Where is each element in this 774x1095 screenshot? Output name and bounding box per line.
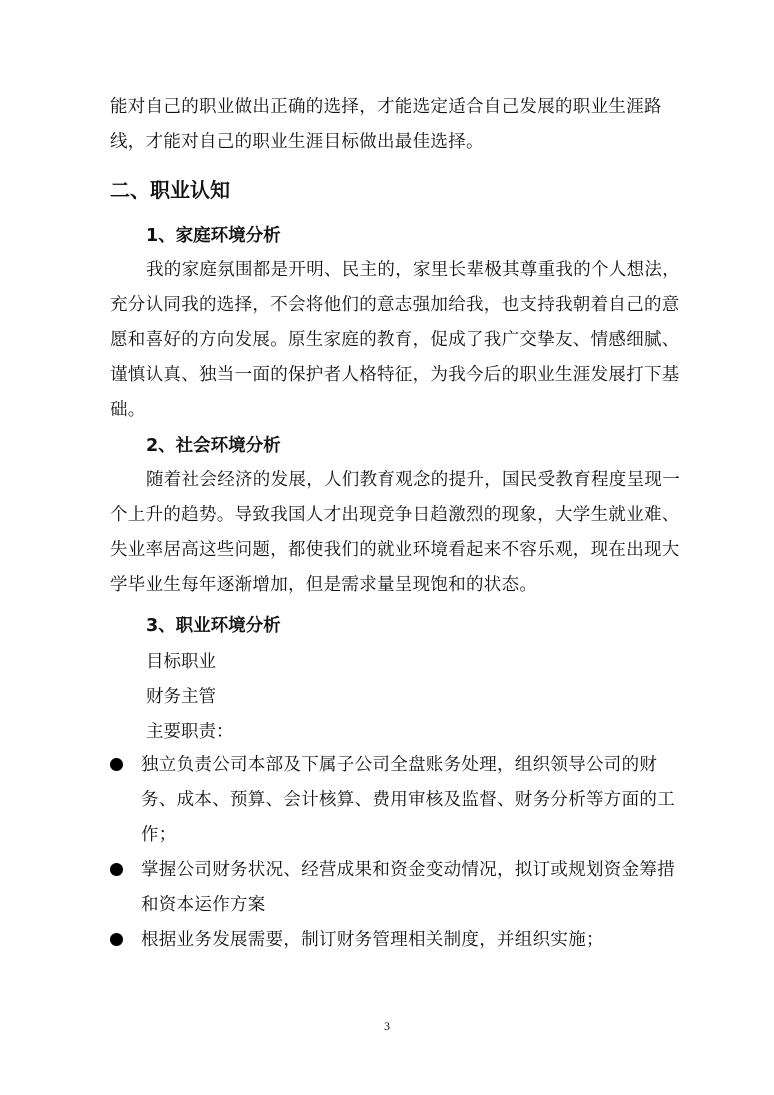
- duties-label: 主要职责：: [146, 722, 234, 742]
- section-title: 二、职业认知: [110, 178, 230, 202]
- bullet-icon: [110, 863, 123, 876]
- bullet-icon: [110, 933, 123, 946]
- target-career-value: 财务主管: [146, 687, 216, 707]
- family-paragraph: 我的家庭氛围都是开明、民主的，家里长辈极其尊重我的个人想法，充分认同我的选择，不会将他们的意志强加给我，也支持我朝着自己的意愿和喜好的方向发展。原生家庭的教育，促成了我广交挚友、情感细腻、谨慎认真、独当一面的保护者人格特征，为我今后的职业生涯发展打下基础。: [110, 260, 680, 420]
- list-item: [110, 853, 685, 923]
- bullet-icon: [110, 758, 123, 771]
- duty-text: 根据业务发展需要，制订财务管理相关制度，并组织实施；: [141, 930, 604, 950]
- duty-text: 掌握公司财务状况、经营成果和资金变动情况，拟订或规划资金筹措和资本运作方案: [141, 860, 675, 915]
- career-heading: 3、职业环境分析: [146, 616, 281, 636]
- social-heading: 2、社会环境分析: [146, 436, 281, 456]
- target-career-label: 目标职业: [146, 652, 216, 672]
- page-number: 3: [384, 1019, 390, 1033]
- list-item: [110, 923, 685, 958]
- list-item: [110, 748, 685, 853]
- family-heading: 1、家庭环境分析: [146, 226, 281, 246]
- social-paragraph: 随着社会经济的发展，人们教育观念的提升，国民受教育程度呈现一个上升的趋势。导致我国人才出现竞争日趋激烈的现象，大学生就业难、失业率居高这些问题，都使我们的就业环境看起来不容乐观，现在出现大学毕业生每年逐渐增加，但是需求量呈现饱和的状态。: [110, 470, 680, 595]
- duty-text: 独立负责公司本部及下属子公司全盘账务处理，组织领导公司的财务、成本、预算、会计核算、费用审核及监督、财务分析等方面的工作；: [141, 755, 675, 845]
- intro-paragraph: 能对自己的职业做出正确的选择，才能选定适合自己发展的职业生涯路线，才能对自己的职业生涯目标做出最佳选择。: [110, 97, 662, 152]
